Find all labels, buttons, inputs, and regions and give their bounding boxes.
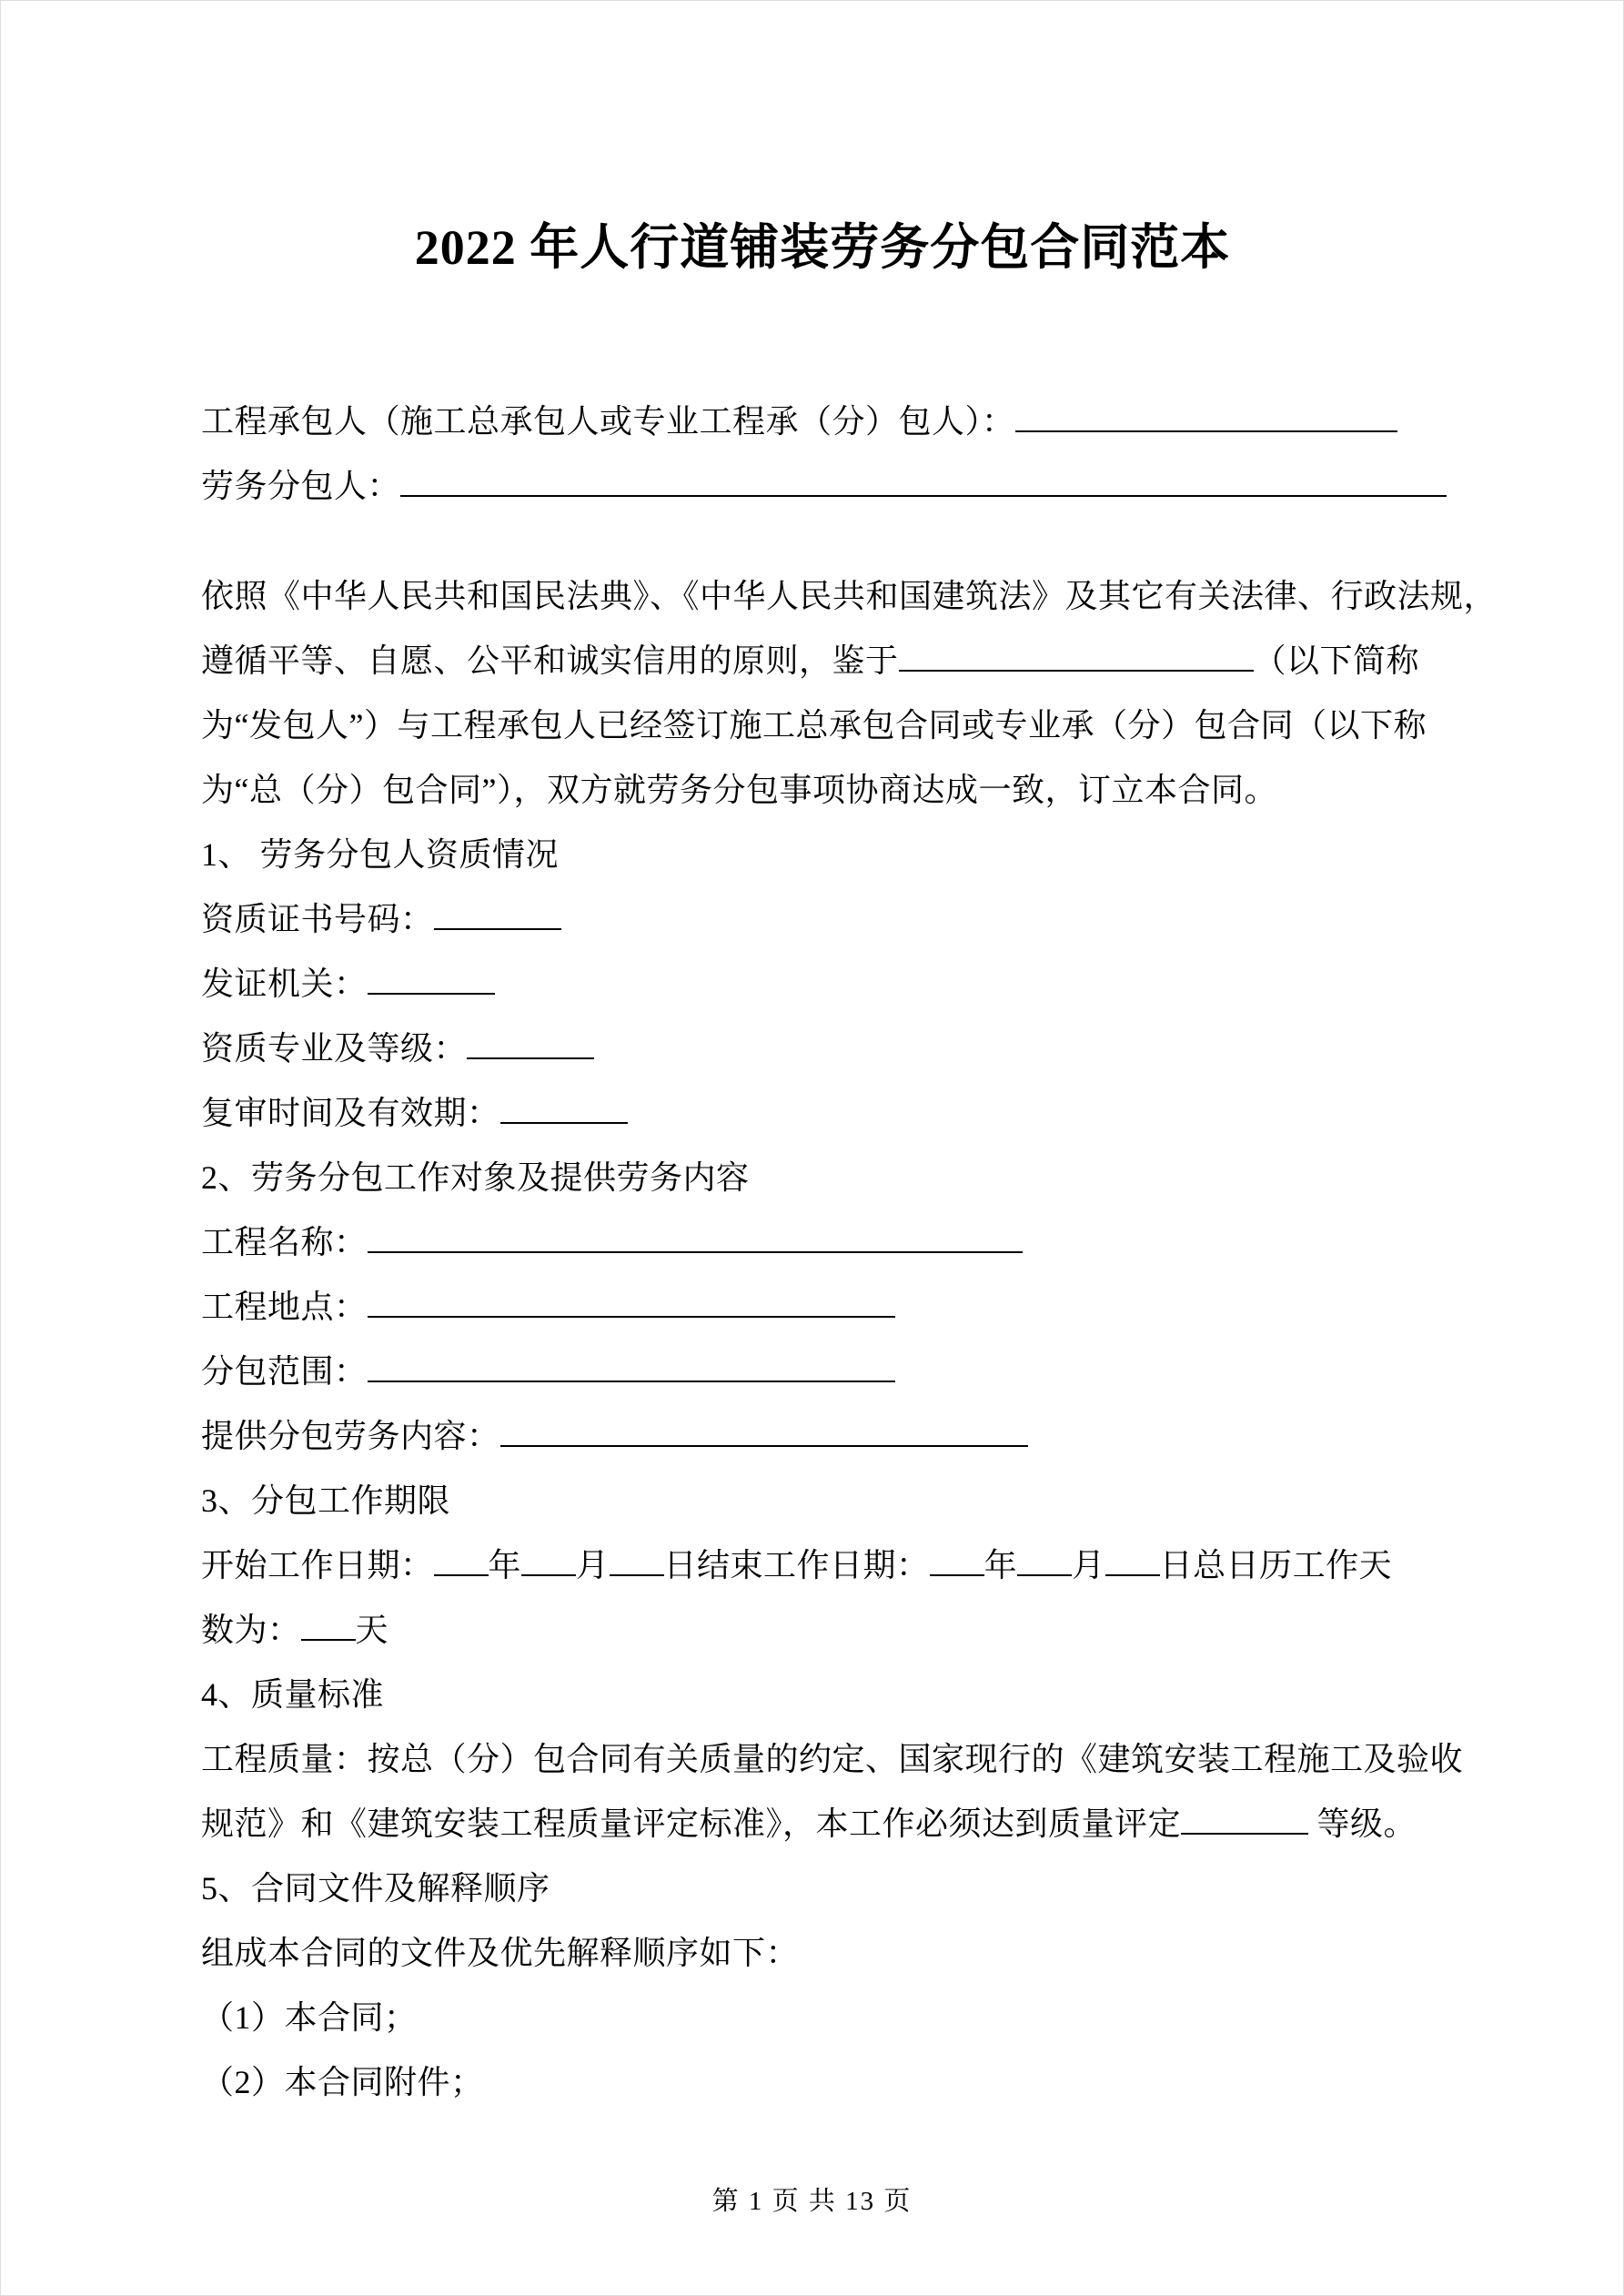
document-line bbox=[201, 1146, 1444, 1210]
line-text: 复审时间及有效期： bbox=[201, 1095, 500, 1131]
line-text: 月 bbox=[576, 1547, 610, 1583]
document-line bbox=[201, 389, 1444, 454]
line-text: 1、 劳务分包人资质情况 bbox=[201, 836, 560, 873]
line-text: 等级。 bbox=[1308, 1805, 1417, 1842]
blank-fill-in-field[interactable] bbox=[1015, 396, 1397, 432]
blank-fill-in-field[interactable] bbox=[610, 1540, 664, 1576]
line-text: 天 bbox=[355, 1612, 389, 1648]
document-line bbox=[201, 1275, 1444, 1340]
document-line bbox=[201, 1727, 1464, 1792]
blank-fill-in-field[interactable] bbox=[1105, 1540, 1160, 1576]
line-text: 工程承包人（施工总承包人或专业工程承（分）包人）： bbox=[201, 403, 1015, 440]
blank-fill-in-field[interactable] bbox=[301, 1604, 356, 1641]
blank-fill-in-field[interactable] bbox=[1181, 1798, 1308, 1835]
line-text: 提供分包劳务内容： bbox=[201, 1418, 500, 1454]
document-line bbox=[201, 823, 1444, 887]
line-text: 工程地点： bbox=[201, 1289, 368, 1325]
line-text: 4、质量标准 bbox=[201, 1676, 385, 1713]
blank-fill-in-field[interactable] bbox=[521, 1540, 576, 1576]
line-text: 为“总（分）包合同”），双方就劳务分包事项协商达成一致，订立本合同。 bbox=[201, 772, 1277, 808]
line-text: （以下简称 bbox=[1253, 642, 1420, 679]
document-line bbox=[201, 1017, 1444, 1081]
document-line bbox=[201, 1792, 1444, 1856]
line-text: 为“发包人”）与工程承包人已经签订施工总承包合同或专业承（分）包合同（以下称 bbox=[201, 707, 1427, 743]
blank-fill-in-field[interactable] bbox=[500, 1087, 628, 1124]
blank-fill-in-field[interactable] bbox=[500, 1411, 1028, 1447]
blank-fill-in-field[interactable] bbox=[1017, 1540, 1072, 1576]
document-title: 2022 年人行道铺装劳务分包合同范本 bbox=[414, 220, 1231, 275]
document-line bbox=[201, 1856, 1444, 1921]
line-text: 开始工作日期： bbox=[201, 1547, 434, 1583]
line-text: （2）本合同附件； bbox=[201, 2064, 484, 2100]
line-text: 年 bbox=[488, 1547, 522, 1583]
line-text: 年 bbox=[983, 1547, 1018, 1583]
document-line bbox=[201, 1986, 1444, 2050]
blank-fill-in-field[interactable] bbox=[899, 635, 1254, 672]
line-text: 日总日历工作天 bbox=[1159, 1547, 1393, 1583]
line-text: （1）本合同； bbox=[201, 1999, 418, 2036]
document-line bbox=[201, 693, 1444, 758]
document-line bbox=[201, 1533, 1444, 1598]
document-line bbox=[201, 454, 1444, 519]
line-text: 遵循平等、自愿、公平和诚实信用的原则，鉴于 bbox=[201, 642, 899, 679]
line-text: 工程质量：按总（分）包合同有关质量的约定、国家现行的《建筑安装工程施工及验收 bbox=[201, 1741, 1464, 1777]
document-line bbox=[201, 1469, 1444, 1533]
line-text: 3、分包工作期限 bbox=[201, 1482, 451, 1519]
blank-fill-in-field[interactable] bbox=[434, 1540, 489, 1576]
blank-fill-in-field[interactable] bbox=[400, 460, 1447, 497]
document-line bbox=[201, 1210, 1444, 1275]
document-line bbox=[201, 887, 1444, 952]
line-text: 数为： bbox=[201, 1612, 301, 1648]
line-text: 依照《中华人民共和国民法典》、《中华人民共和国建筑法》及其它有关法律、行政法规， bbox=[201, 578, 1498, 614]
document-content bbox=[201, 389, 1498, 2115]
line-text: 规范》和《建筑安装工程质量评定标准》，本工作必须达到质量评定 bbox=[201, 1805, 1182, 1842]
line-text: 工程名称： bbox=[201, 1224, 368, 1260]
line-text: 分包范围： bbox=[201, 1353, 368, 1390]
document-line bbox=[201, 564, 1498, 629]
document-line bbox=[201, 952, 1444, 1017]
line-text: 组成本合同的文件及优先解释顺序如下： bbox=[201, 1935, 800, 1971]
document-line bbox=[201, 1404, 1444, 1469]
line-text: 月 bbox=[1072, 1547, 1105, 1583]
blank-fill-in-field[interactable] bbox=[368, 958, 495, 995]
document-line bbox=[201, 1598, 1444, 1663]
line-text: 资质证书号码： bbox=[201, 901, 434, 937]
line-text: 发证机关： bbox=[201, 966, 368, 1002]
line-text: 2、劳务分包工作对象及提供劳务内容 bbox=[201, 1159, 750, 1196]
document-line bbox=[201, 629, 1444, 693]
line-text: 日结束工作日期： bbox=[663, 1547, 930, 1583]
page-number-footer: 第 1 页 共 13 页 bbox=[711, 2187, 913, 2216]
blank-fill-in-field[interactable] bbox=[368, 1217, 1023, 1253]
blank-fill-in-field[interactable] bbox=[368, 1281, 895, 1318]
document-line bbox=[201, 1921, 1444, 1986]
document-line bbox=[201, 758, 1444, 823]
line-text: 劳务分包人： bbox=[201, 468, 401, 504]
blank-fill-in-field[interactable] bbox=[434, 894, 561, 930]
document-line bbox=[201, 1663, 1444, 1727]
blank-fill-in-field[interactable] bbox=[930, 1540, 984, 1576]
document-line bbox=[201, 1340, 1444, 1404]
line-text: 5、合同文件及解释顺序 bbox=[201, 1870, 550, 1907]
document-line bbox=[201, 1081, 1444, 1146]
document-line bbox=[201, 2050, 1444, 2115]
blank-fill-in-field[interactable] bbox=[368, 1346, 895, 1382]
line-text: 资质专业及等级： bbox=[201, 1030, 468, 1067]
blank-fill-in-field[interactable] bbox=[467, 1023, 594, 1059]
